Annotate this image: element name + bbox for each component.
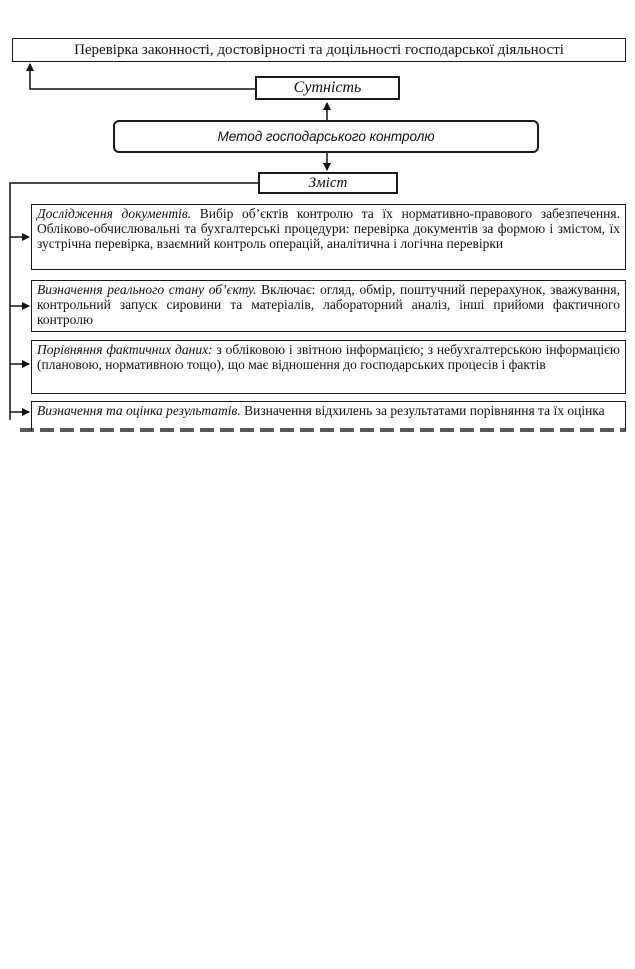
method-box: [113, 120, 539, 153]
item-title: Визначення реального стану об’єкту.: [37, 282, 257, 297]
essence-to-top-arrow: [30, 64, 255, 89]
control-method-diagram: [0, 0, 635, 440]
cropped-bottom-edge: [20, 428, 626, 432]
goal-text: Перевірка законності, достовірності та доцільності господарської діяльності: [74, 42, 564, 58]
method-text: Метод господарського контролю: [217, 129, 435, 144]
item-description: Визначення відхилень за результатами порівняння та їх оцінка: [240, 403, 605, 418]
content-text: Зміст: [308, 175, 348, 191]
item-box-data-comparison: [31, 340, 626, 394]
item-box-real-state: [31, 280, 626, 332]
goal-box: [12, 38, 626, 62]
item-description: Включає: огляд, обмір, поштучний перерахунок, зважування, контрольний запуск сировини та матеріалів, лабораторний аналіз, інші прийоми фактичного контролю: [37, 282, 620, 327]
essence-text: Сутність: [293, 79, 362, 96]
content-box: [258, 172, 398, 194]
essence-box: [255, 76, 400, 100]
item-box-document-study: [31, 204, 626, 270]
item-title: Порівняння фактичних даних:: [37, 342, 213, 357]
item-title: Дослідження документів.: [37, 206, 192, 221]
item-description: з обліковою і звітною інформацією; з небухгалтерською інформацією (плановою, нормативною тощо), що має відношення до господарських процесів і фактів: [37, 342, 620, 372]
item-description: Вибір об’єктів контролю та їх нормативно-правового забезпечення. Обліково-обчислювальні та бухгалтерські процедури: перевірка документів за формою і змістом, їх зустрічна перевірка, взаємний контроль операцій, аналітична і логічна перевірки: [37, 206, 620, 251]
item-box-results-evaluation: [31, 401, 626, 431]
item-title: Визначення та оцінка результатів.: [37, 403, 241, 418]
